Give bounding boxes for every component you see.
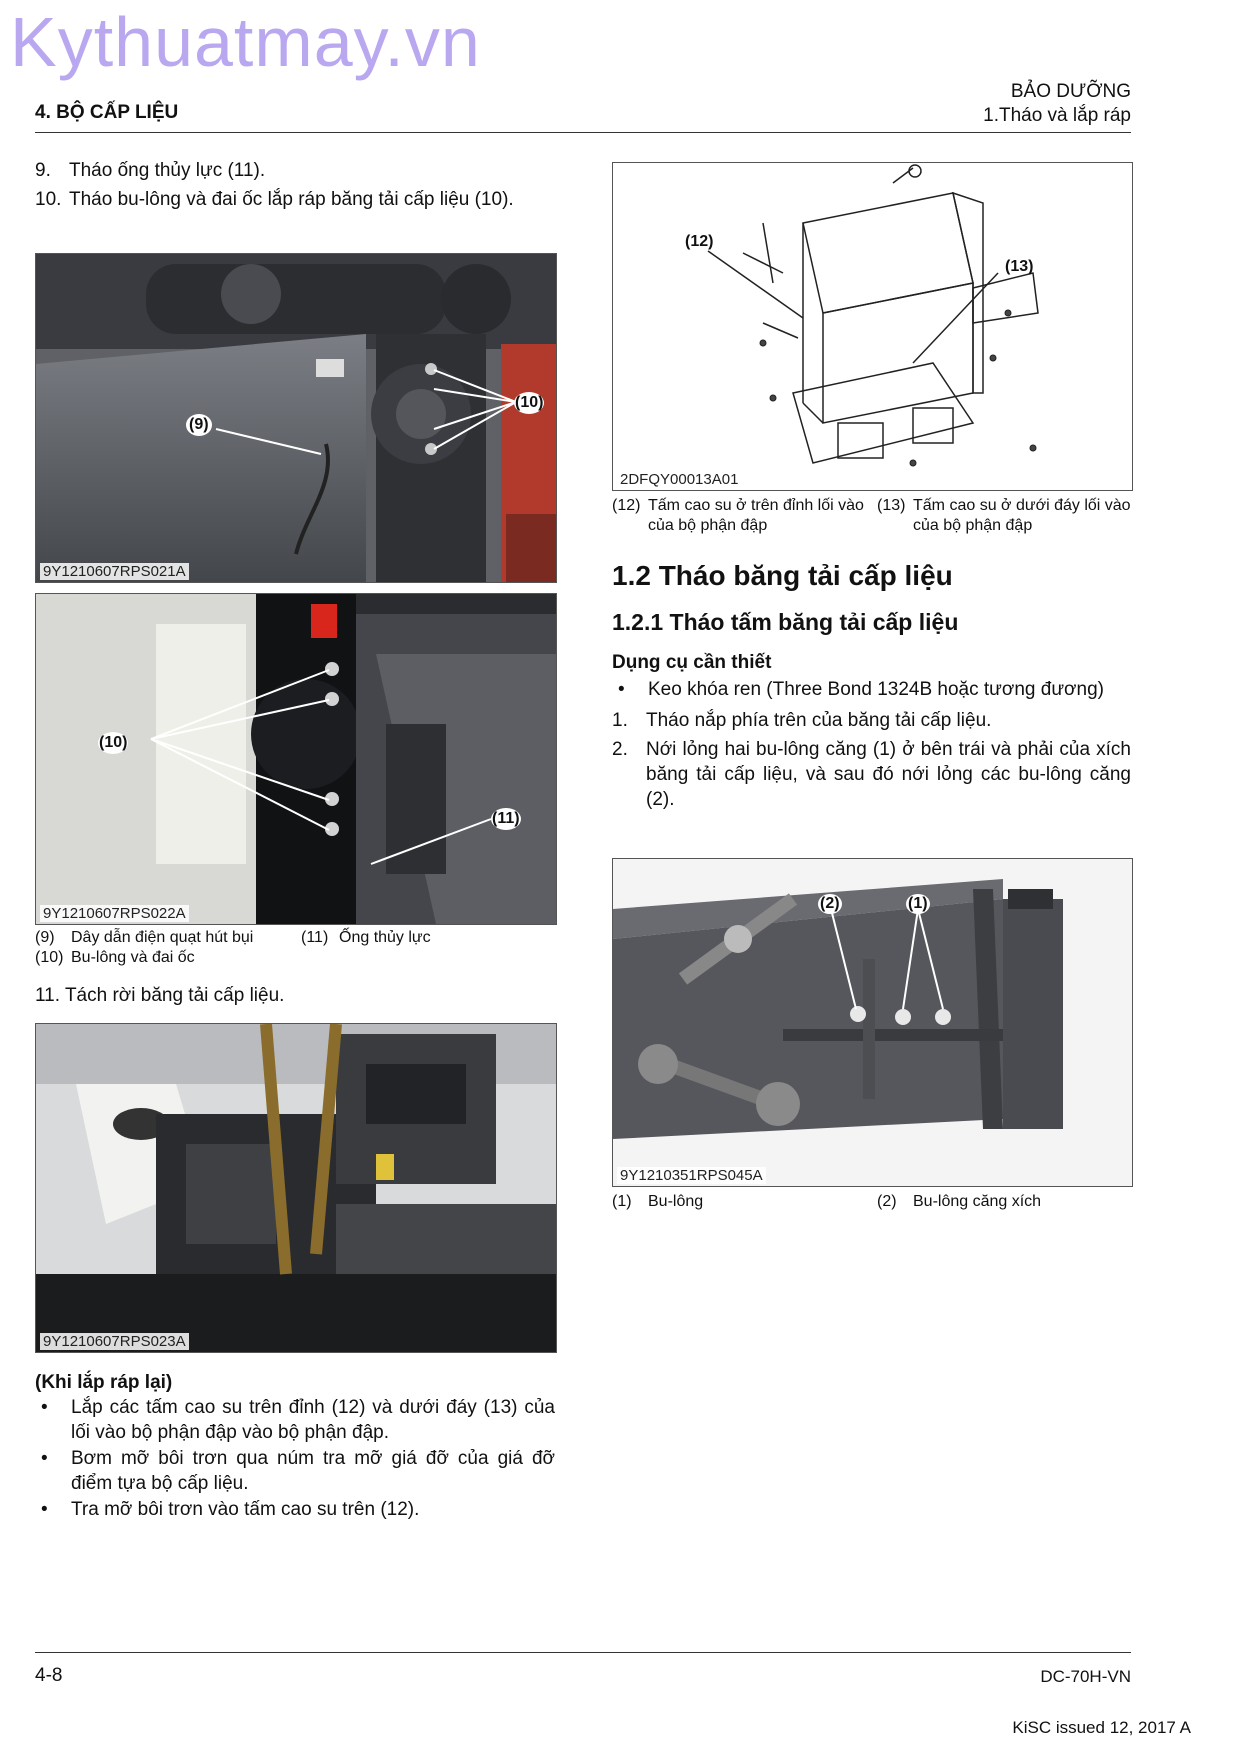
heading-1-2-1: 1.2.1 Tháo tấm băng tải cấp liệu <box>612 609 959 635</box>
header-rule <box>35 132 1131 133</box>
photo-feeder-removal <box>35 1023 557 1353</box>
reassembly-notes <box>35 1370 555 1523</box>
photo-2-illustration <box>36 594 556 924</box>
step-2: 2. Nới lỏng hai bu-lông căng (1) ở bên trái và phải của xích băng tải cấp liệu, và sau đó nới lỏng các bu-lông căng (2). <box>612 739 1131 810</box>
label-1: (1) <box>908 895 928 912</box>
diagram-illustration <box>613 163 1132 490</box>
caption-13: (13) Tấm cao su ở dưới đáy lối vào của bộ phận đập <box>877 497 1131 534</box>
photo-code: 9Y1210607RPS022A <box>40 905 189 922</box>
caption-12: (12) Tấm cao su ở trên đỉnh lối vào của bộ phận đập <box>612 497 864 534</box>
photo-3-illustration <box>36 1024 556 1352</box>
photo-code: 9Y1210351RPS045A <box>617 1167 766 1184</box>
label-9: (9) <box>186 414 212 436</box>
label-13: (13) <box>1005 258 1034 275</box>
label-2: (2) <box>820 895 840 912</box>
diagram-rubber-plates <box>612 162 1133 491</box>
step-1: 1. Tháo nắp phía trên của băng tải cấp liệu. <box>612 710 992 731</box>
heading-1-2: 1.2 Tháo băng tải cấp liệu <box>612 560 953 591</box>
tool-item: • Keo khóa ren (Three Bond 1324B hoặc tương đương) <box>618 679 1104 700</box>
photo-captions <box>35 928 555 970</box>
reassembly-title: (Khi lắp ráp lại) <box>35 1372 173 1393</box>
model-code: DC-70H-VN <box>1040 1667 1131 1686</box>
subsection-title: 1.Tháo và lắp ráp <box>983 105 1131 126</box>
caption-9: (9) Dây dẫn điện quạt hút bụi <box>35 929 254 946</box>
caption-11: (11) Ống thủy lực <box>301 929 431 946</box>
reassembly-item: • Tra mỡ bôi trơn vào tấm cao su trên (12). <box>41 1499 420 1520</box>
issued-note: KiSC issued 12, 2017 A <box>1012 1718 1191 1737</box>
photo-tension-bolts <box>612 858 1133 1187</box>
page-number: 4-8 <box>35 1665 63 1686</box>
label-11: (11) <box>491 808 521 830</box>
section-title: 4. BỘ CẤP LIỆU <box>35 102 179 123</box>
right-text-block <box>612 677 1131 816</box>
label-10: (10) <box>98 732 128 754</box>
chapter-title: BẢO DƯỠNG <box>1010 81 1131 102</box>
photo-feeder-wiring <box>35 253 557 583</box>
photo-code: 9Y1210607RPS021A <box>40 563 189 580</box>
step-11: 11. Tách rời băng tải cấp liệu. <box>35 985 285 1006</box>
photo-1-illustration <box>36 254 556 582</box>
diagram-captions <box>612 496 1131 538</box>
footer-rule <box>35 1652 1131 1653</box>
label-12: (12) <box>685 233 714 250</box>
reassembly-item: • Bơm mỡ bôi trơn qua núm tra mỡ giá đỡ của giá đỡ điểm tựa bộ cấp liệu. <box>41 1448 555 1494</box>
header-right <box>983 80 1131 128</box>
step-10: 10. Tháo bu-lông và đai ốc lắp ráp băng tải cấp liệu (10). <box>35 189 514 210</box>
step-9: 9. Tháo ống thủy lực (11). <box>35 160 266 181</box>
watermark: Kythuatmay.vn <box>10 3 481 81</box>
diagram-code: 2DFQY00013A01 <box>617 471 741 488</box>
photo-4-illustration <box>613 859 1132 1186</box>
caption-2: (2) Bu-lông căng xích <box>877 1193 1042 1210</box>
tools-title: Dụng cụ cần thiết <box>612 652 772 673</box>
left-steps-top <box>35 158 555 216</box>
photo-feeder-bolts <box>35 593 557 925</box>
reassembly-item: • Lắp các tấm cao su trên đỉnh (12) và dưới đáy (13) của lối vào bộ phận đập vào bộ phận đập. <box>41 1397 555 1443</box>
photo-code: 9Y1210607RPS023A <box>40 1333 189 1350</box>
caption-1: (1) Bu-lông <box>612 1193 704 1210</box>
label-10: (10) <box>514 392 544 414</box>
photo4-captions <box>612 1192 1131 1214</box>
caption-10: (10) Bu-lông và đai ốc <box>35 949 195 966</box>
